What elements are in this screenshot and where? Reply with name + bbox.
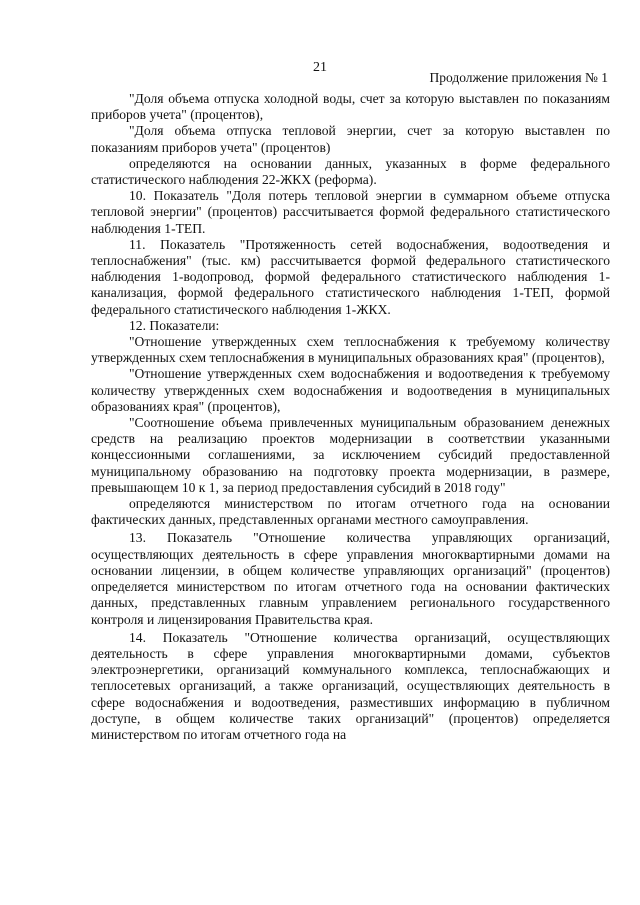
continuation-note: Продолжение приложения № 1 xyxy=(429,70,608,85)
document-body xyxy=(91,91,610,743)
paragraph-9: "Соотношение объема привлеченных муниципальным образованием денежных средств на реализацию проектов модернизации в соответствии указанными концессионными соглашениями, за исключением субсидий предоставленной муниципальному образованию на подготовку проекта модернизации, в размере, превышающем 10 к 1, за период предоставления субсидий в 2018 году" xyxy=(91,415,610,495)
paragraph-2: "Доля объема отпуска тепловой энергии, счет за которую выставлен по показаниям приборов учета" (процентов) xyxy=(91,123,610,155)
page-number: 21 xyxy=(313,60,327,75)
paragraph-5: 11. Показатель "Протяженность сетей водоснабжения, водоотведения и теплоснабжения" (тыс. км) рассчитывается формой федерального статистического наблюдения 1-водопровод, формой федерального статистического наблюдения 1-канализация, формой федерального статистического наблюдения 1-ТЕП, формой федерального статистического наблюдения 1-ЖКХ. xyxy=(91,236,610,317)
paragraph-7: "Отношение утвержденных схем теплоснабжения к требуемому количеству утвержденных схем теплоснабжения в муниципальных образованиях края" (процентов), xyxy=(91,334,610,366)
paragraph-11: 13. Показатель "Отношение количества управляющих организаций, осуществляющих деятельность в сфере управления многоквартирными домами на основании лицензии, в общем количестве управляющих организаций" (процентов) определяется министерством по итогам отчетного года на основании фактических данных, представленных главным управлением регионального государственного контроля и лицензирования Правительства края. xyxy=(91,530,610,627)
paragraph-3: определяются на основании данных, указанных в форме федерального статистического наблюдения 22-ЖКХ (реформа). xyxy=(91,155,610,188)
paragraph-12: 14. Показатель "Отношение количества организаций, осуществляющих деятельность в сфере управления многоквартирными домами, субъектов электроэнергетики, организаций коммунального комплекса, теплоснабжающих и теплосетевых организаций, а также организаций, осуществляющих деятельность в сфере водоснабжения и водоотведения, разместивших информацию в публичном доступе, в общем количестве таких организаций" (процентов) определяется министерством по итогам отчетного года на xyxy=(91,629,610,742)
paragraph-1: "Доля объема отпуска холодной воды, счет за которую выставлен по показаниям приборов учета" (процентов), xyxy=(91,91,610,123)
paragraph-6: 12. Показатели: xyxy=(129,317,220,333)
paragraph-8: "Отношение утвержденных схем водоснабжения и водоотведения к требуемому количеству утвержденных схем водоснабжения и водоотведения в муниципальных образованиях края" (процентов), xyxy=(91,366,610,414)
paragraph-10: определяются министерством по итогам отчетного года на основании фактических данных, представленных органами местного самоуправления. xyxy=(91,496,610,528)
paragraph-4: 10. Показатель "Доля потерь тепловой энергии в суммарном объеме отпуска тепловой энергии" (процентов) рассчитывается формой федерального статистического наблюдения 1-ТЕП. xyxy=(91,188,610,236)
